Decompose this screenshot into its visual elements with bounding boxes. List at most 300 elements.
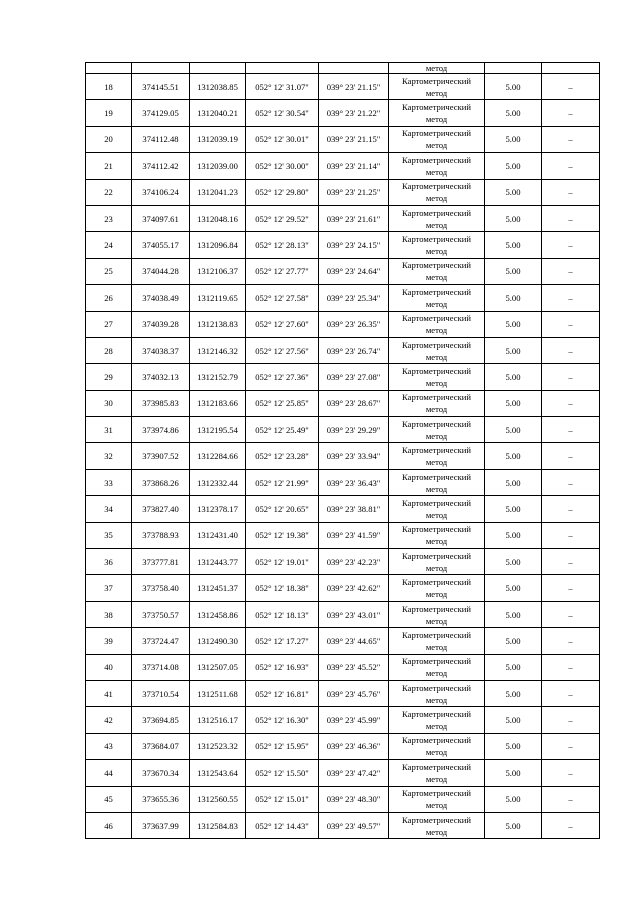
table-row bbox=[86, 760, 600, 786]
method-line-2: метод bbox=[425, 246, 448, 257]
cell-accuracy: 5.00 bbox=[485, 733, 542, 759]
cell-x: 373974.86 bbox=[132, 417, 190, 443]
table-row bbox=[86, 786, 600, 812]
cell-latitude: 052° 12' 29.80" bbox=[246, 179, 319, 205]
method-line-2: метод bbox=[425, 483, 448, 494]
table-row bbox=[86, 232, 600, 258]
table-row-continued bbox=[86, 63, 600, 74]
cell-accuracy: 5.00 bbox=[485, 680, 542, 706]
cell-longitude: 039° 23' 33.94" bbox=[319, 443, 389, 469]
method-line-1: Картометрический bbox=[402, 234, 471, 245]
cell-y: 1312451.37 bbox=[190, 575, 246, 601]
cell-method bbox=[389, 733, 485, 759]
cell-latitude: 052° 12' 16.93" bbox=[246, 654, 319, 680]
cell-accuracy: 5.00 bbox=[485, 179, 542, 205]
method-line-1: Картометрический bbox=[402, 260, 471, 271]
cell-y: 1312048.16 bbox=[190, 205, 246, 231]
cell-method bbox=[389, 628, 485, 654]
table-row bbox=[86, 337, 600, 363]
cell-y: 1312507.05 bbox=[190, 654, 246, 680]
cell-x: 374039.28 bbox=[132, 311, 190, 337]
method-line-2: метод bbox=[425, 457, 448, 468]
cell-method bbox=[389, 232, 485, 258]
cell-latitude: 052° 12' 23.28" bbox=[246, 443, 319, 469]
cell-x: 373637.99 bbox=[132, 812, 190, 838]
cell-x: 373907.52 bbox=[132, 443, 190, 469]
cell-method bbox=[389, 205, 485, 231]
cell-y: 1312119.65 bbox=[190, 285, 246, 311]
cell-latitude: 052° 12' 16.30" bbox=[246, 707, 319, 733]
cell-accuracy: 5.00 bbox=[485, 285, 542, 311]
cell-accuracy: 5.00 bbox=[485, 496, 542, 522]
table-row bbox=[86, 153, 600, 179]
cell-number: 44 bbox=[86, 760, 132, 786]
method-line-1: Картометрический bbox=[402, 181, 471, 192]
method-line-2: метод bbox=[425, 509, 448, 520]
cell-x: 373710.54 bbox=[132, 680, 190, 706]
cell-method bbox=[389, 443, 485, 469]
table-row bbox=[86, 179, 600, 205]
cell-y: 1312458.86 bbox=[190, 601, 246, 627]
method-line-2: метод bbox=[425, 826, 448, 837]
cell-x: 374145.51 bbox=[132, 74, 190, 100]
cell-number: 26 bbox=[86, 285, 132, 311]
method-line-2: метод bbox=[425, 87, 448, 98]
cell-note: – bbox=[542, 417, 600, 443]
cell-y: 1312523.32 bbox=[190, 733, 246, 759]
cell-y: 1312543.64 bbox=[190, 760, 246, 786]
cell-y bbox=[190, 63, 246, 74]
cell-x: 374038.37 bbox=[132, 337, 190, 363]
method-line-2: метод bbox=[425, 219, 448, 230]
cell-longitude: 039° 23' 45.76" bbox=[319, 680, 389, 706]
cell-y: 1312146.32 bbox=[190, 337, 246, 363]
cell-method bbox=[389, 364, 485, 390]
cell-accuracy: 5.00 bbox=[485, 786, 542, 812]
cell-longitude: 039° 23' 24.64" bbox=[319, 258, 389, 284]
table-row bbox=[86, 205, 600, 231]
cell-number: 27 bbox=[86, 311, 132, 337]
cell-method bbox=[389, 812, 485, 838]
cell-note: – bbox=[542, 205, 600, 231]
cell-x: 373788.93 bbox=[132, 522, 190, 548]
cell-latitude: 052° 12' 19.01" bbox=[246, 549, 319, 575]
cell-longitude: 039° 23' 42.62" bbox=[319, 575, 389, 601]
cell-latitude: 052° 12' 28.13" bbox=[246, 232, 319, 258]
cell-x: 374106.24 bbox=[132, 179, 190, 205]
cell-longitude: 039° 23' 45.99" bbox=[319, 707, 389, 733]
cell-y: 1312152.79 bbox=[190, 364, 246, 390]
cell-note: – bbox=[542, 628, 600, 654]
cell-longitude: 039° 23' 21.61" bbox=[319, 205, 389, 231]
cell-y: 1312040.21 bbox=[190, 100, 246, 126]
method-line-2: метод bbox=[425, 298, 448, 309]
cell-longitude: 039° 23' 27.08" bbox=[319, 364, 389, 390]
method-line-1: Картометрический bbox=[402, 577, 471, 588]
cell-note bbox=[542, 63, 600, 74]
cell-method bbox=[389, 153, 485, 179]
cell-number: 23 bbox=[86, 205, 132, 231]
cell-longitude: 039° 23' 28.67" bbox=[319, 390, 389, 416]
cell-note: – bbox=[542, 311, 600, 337]
cell-longitude: 039° 23' 43.01" bbox=[319, 601, 389, 627]
cell-method bbox=[389, 654, 485, 680]
cell-method bbox=[389, 760, 485, 786]
method-line-2: метод bbox=[425, 377, 448, 388]
cell-note: – bbox=[542, 707, 600, 733]
method-line-2: метод bbox=[425, 747, 448, 758]
cell-method: метод bbox=[389, 63, 485, 74]
cell-accuracy: 5.00 bbox=[485, 522, 542, 548]
cell-latitude: 052° 12' 15.01" bbox=[246, 786, 319, 812]
cell-longitude: 039° 23' 46.36" bbox=[319, 733, 389, 759]
cell-longitude: 039° 23' 45.52" bbox=[319, 654, 389, 680]
cell-note: – bbox=[542, 232, 600, 258]
cell-method bbox=[389, 126, 485, 152]
method-line-2: метод bbox=[425, 351, 448, 362]
cell-accuracy: 5.00 bbox=[485, 258, 542, 284]
cell-number: 34 bbox=[86, 496, 132, 522]
cell-y: 1312284.66 bbox=[190, 443, 246, 469]
method-line-2: метод bbox=[425, 404, 448, 415]
cell-note: – bbox=[542, 786, 600, 812]
cell-method bbox=[389, 258, 485, 284]
cell-latitude: 052° 12' 19.38" bbox=[246, 522, 319, 548]
cell-number: 28 bbox=[86, 337, 132, 363]
cell-latitude bbox=[246, 63, 319, 74]
table-row bbox=[86, 733, 600, 759]
method-line-2: метод bbox=[425, 140, 448, 151]
method-line-2: метод bbox=[425, 114, 448, 125]
cell-number: 40 bbox=[86, 654, 132, 680]
cell-note: – bbox=[542, 285, 600, 311]
cell-longitude bbox=[319, 63, 389, 74]
cell-x: 373750.57 bbox=[132, 601, 190, 627]
cell-x: 373714.08 bbox=[132, 654, 190, 680]
cell-x: 373777.81 bbox=[132, 549, 190, 575]
cell-y: 1312516.17 bbox=[190, 707, 246, 733]
cell-method bbox=[389, 549, 485, 575]
cell-latitude: 052° 12' 27.36" bbox=[246, 364, 319, 390]
cell-latitude: 052° 12' 29.52" bbox=[246, 205, 319, 231]
cell-number: 43 bbox=[86, 733, 132, 759]
method-line-1: Картометрический bbox=[402, 629, 471, 640]
cell-accuracy: 5.00 bbox=[485, 628, 542, 654]
cell-y: 1312106.37 bbox=[190, 258, 246, 284]
method-line-1: Картометрический bbox=[402, 761, 471, 772]
method-line-1: Картометрический bbox=[402, 313, 471, 324]
cell-longitude: 039° 23' 41.59" bbox=[319, 522, 389, 548]
cell-latitude: 052° 12' 25.49" bbox=[246, 417, 319, 443]
method-line-2: метод bbox=[425, 272, 448, 283]
cell-method bbox=[389, 469, 485, 495]
method-line-1: Картометрический bbox=[402, 709, 471, 720]
cell-number: 19 bbox=[86, 100, 132, 126]
cell-note: – bbox=[542, 654, 600, 680]
table-row bbox=[86, 707, 600, 733]
cell-number: 39 bbox=[86, 628, 132, 654]
cell-accuracy: 5.00 bbox=[485, 232, 542, 258]
cell-note: – bbox=[542, 179, 600, 205]
cell-y: 1312195.54 bbox=[190, 417, 246, 443]
cell-x: 373684.07 bbox=[132, 733, 190, 759]
cell-x: 374129.05 bbox=[132, 100, 190, 126]
cell-method bbox=[389, 390, 485, 416]
cell-accuracy: 5.00 bbox=[485, 575, 542, 601]
cell-note: – bbox=[542, 469, 600, 495]
cell-accuracy: 5.00 bbox=[485, 812, 542, 838]
cell-note: – bbox=[542, 74, 600, 100]
cell-accuracy: 5.00 bbox=[485, 390, 542, 416]
cell-number: 20 bbox=[86, 126, 132, 152]
cell-longitude: 039° 23' 36.43" bbox=[319, 469, 389, 495]
method-line-1: Картометрический bbox=[402, 788, 471, 799]
cell-method bbox=[389, 496, 485, 522]
cell-number: 24 bbox=[86, 232, 132, 258]
cell-accuracy: 5.00 bbox=[485, 469, 542, 495]
table-row bbox=[86, 258, 600, 284]
cell-accuracy: 5.00 bbox=[485, 417, 542, 443]
cell-y: 1312378.17 bbox=[190, 496, 246, 522]
table-body bbox=[86, 63, 600, 839]
cell-note: – bbox=[542, 601, 600, 627]
cell-number: 21 bbox=[86, 153, 132, 179]
cell-y: 1312038.85 bbox=[190, 74, 246, 100]
cell-note: – bbox=[542, 364, 600, 390]
method-line-2: метод bbox=[425, 668, 448, 679]
cell-longitude: 039° 23' 21.15" bbox=[319, 74, 389, 100]
cell-accuracy: 5.00 bbox=[485, 126, 542, 152]
cell-note: – bbox=[542, 337, 600, 363]
cell-method bbox=[389, 680, 485, 706]
cell-latitude: 052° 12' 30.00" bbox=[246, 153, 319, 179]
cell-note: – bbox=[542, 575, 600, 601]
cell-x: 373670.34 bbox=[132, 760, 190, 786]
cell-y: 1312183.66 bbox=[190, 390, 246, 416]
cell-latitude: 052° 12' 27.56" bbox=[246, 337, 319, 363]
cell-x bbox=[132, 63, 190, 74]
cell-note: – bbox=[542, 496, 600, 522]
method-line-2: метод bbox=[425, 615, 448, 626]
cell-longitude: 039° 23' 26.35" bbox=[319, 311, 389, 337]
table-row bbox=[86, 364, 600, 390]
method-line-1: Картометрический bbox=[402, 814, 471, 825]
method-line-1: Картометрический bbox=[402, 735, 471, 746]
cell-accuracy: 5.00 bbox=[485, 153, 542, 179]
cell-longitude: 039° 23' 48.30" bbox=[319, 786, 389, 812]
cell-y: 1312039.19 bbox=[190, 126, 246, 152]
cell-longitude: 039° 23' 21.14" bbox=[319, 153, 389, 179]
cell-latitude: 052° 12' 27.58" bbox=[246, 285, 319, 311]
method-line-1: Картометрический bbox=[402, 445, 471, 456]
cell-x: 374097.61 bbox=[132, 205, 190, 231]
coordinates-table bbox=[85, 62, 600, 839]
cell-longitude: 039° 23' 21.22" bbox=[319, 100, 389, 126]
table-row bbox=[86, 74, 600, 100]
cell-y: 1312041.23 bbox=[190, 179, 246, 205]
cell-number: 22 bbox=[86, 179, 132, 205]
table-row bbox=[86, 522, 600, 548]
table-row bbox=[86, 654, 600, 680]
cell-note: – bbox=[542, 680, 600, 706]
method-line-2: метод bbox=[425, 800, 448, 811]
table-row bbox=[86, 812, 600, 838]
cell-latitude: 052° 12' 17.27" bbox=[246, 628, 319, 654]
cell-number: 35 bbox=[86, 522, 132, 548]
cell-y: 1312560.55 bbox=[190, 786, 246, 812]
cell-latitude: 052° 12' 31.07" bbox=[246, 74, 319, 100]
cell-method bbox=[389, 575, 485, 601]
method-line-2: метод bbox=[425, 193, 448, 204]
cell-number: 36 bbox=[86, 549, 132, 575]
cell-latitude: 052° 12' 25.85" bbox=[246, 390, 319, 416]
cell-latitude: 052° 12' 20.65" bbox=[246, 496, 319, 522]
cell-note: – bbox=[542, 760, 600, 786]
cell-latitude: 052° 12' 27.77" bbox=[246, 258, 319, 284]
cell-accuracy: 5.00 bbox=[485, 549, 542, 575]
cell-x: 373724.47 bbox=[132, 628, 190, 654]
cell-note: – bbox=[542, 549, 600, 575]
method-line-2: метод bbox=[425, 536, 448, 547]
cell-y: 1312096.84 bbox=[190, 232, 246, 258]
cell-number: 33 bbox=[86, 469, 132, 495]
cell-number: 31 bbox=[86, 417, 132, 443]
table-row bbox=[86, 100, 600, 126]
table-row bbox=[86, 575, 600, 601]
cell-longitude: 039° 23' 26.74" bbox=[319, 337, 389, 363]
cell-latitude: 052° 12' 14.43" bbox=[246, 812, 319, 838]
cell-accuracy: 5.00 bbox=[485, 337, 542, 363]
method-line-1: Картометрический bbox=[402, 154, 471, 165]
cell-number: 32 bbox=[86, 443, 132, 469]
method-line-2: метод bbox=[425, 589, 448, 600]
method-line-2: метод bbox=[425, 641, 448, 652]
table-row bbox=[86, 628, 600, 654]
cell-accuracy: 5.00 bbox=[485, 601, 542, 627]
table-row bbox=[86, 390, 600, 416]
table-row bbox=[86, 443, 600, 469]
cell-y: 1312039.00 bbox=[190, 153, 246, 179]
cell-method bbox=[389, 337, 485, 363]
cell-longitude: 039° 23' 21.25" bbox=[319, 179, 389, 205]
cell-number: 29 bbox=[86, 364, 132, 390]
method-line-1: Картометрический bbox=[402, 365, 471, 376]
cell-x: 374044.28 bbox=[132, 258, 190, 284]
cell-accuracy: 5.00 bbox=[485, 100, 542, 126]
table-row bbox=[86, 601, 600, 627]
cell-accuracy: 5.00 bbox=[485, 311, 542, 337]
method-line-1: Картометрический bbox=[402, 207, 471, 218]
cell-accuracy: 5.00 bbox=[485, 707, 542, 733]
table-row bbox=[86, 549, 600, 575]
method-line-2: метод bbox=[425, 773, 448, 784]
cell-longitude: 039° 23' 49.57" bbox=[319, 812, 389, 838]
cell-y: 1312332.44 bbox=[190, 469, 246, 495]
method-line-1: Картометрический bbox=[402, 286, 471, 297]
cell-y: 1312490.30 bbox=[190, 628, 246, 654]
cell-number: 18 bbox=[86, 74, 132, 100]
method-line-1: Картометрический bbox=[402, 418, 471, 429]
cell-x: 373985.83 bbox=[132, 390, 190, 416]
cell-x: 373655.36 bbox=[132, 786, 190, 812]
table-row bbox=[86, 469, 600, 495]
table-row bbox=[86, 496, 600, 522]
cell-latitude: 052° 12' 18.13" bbox=[246, 601, 319, 627]
method-line-1: Картометрический bbox=[402, 75, 471, 86]
method-line-1: Картометрический bbox=[402, 102, 471, 113]
cell-method bbox=[389, 100, 485, 126]
method-line-1: Картометрический bbox=[402, 128, 471, 139]
method-line-1: Картометрический bbox=[402, 392, 471, 403]
cell-method bbox=[389, 601, 485, 627]
cell-latitude: 052° 12' 18.38" bbox=[246, 575, 319, 601]
method-line-1: Картометрический bbox=[402, 471, 471, 482]
cell-x: 374112.42 bbox=[132, 153, 190, 179]
cell-note: – bbox=[542, 733, 600, 759]
cell-y: 1312443.77 bbox=[190, 549, 246, 575]
table-row bbox=[86, 680, 600, 706]
method-line-2: метод bbox=[425, 562, 448, 573]
cell-longitude: 039° 23' 38.81" bbox=[319, 496, 389, 522]
cell-y: 1312511.68 bbox=[190, 680, 246, 706]
cell-longitude: 039° 23' 21.15" bbox=[319, 126, 389, 152]
cell-y: 1312431.40 bbox=[190, 522, 246, 548]
cell-x: 374112.48 bbox=[132, 126, 190, 152]
table-row bbox=[86, 126, 600, 152]
cell-latitude: 052° 12' 21.99" bbox=[246, 469, 319, 495]
method-line-2: метод bbox=[425, 721, 448, 732]
method-line-2: метод bbox=[425, 166, 448, 177]
cell-note: – bbox=[542, 153, 600, 179]
cell-note: – bbox=[542, 390, 600, 416]
method-line-2: метод bbox=[425, 694, 448, 705]
cell-x: 374055.17 bbox=[132, 232, 190, 258]
cell-x: 373694.85 bbox=[132, 707, 190, 733]
table-row bbox=[86, 285, 600, 311]
cell-note: – bbox=[542, 100, 600, 126]
cell-y: 1312584.83 bbox=[190, 812, 246, 838]
method-line-1: Картометрический bbox=[402, 524, 471, 535]
method-line-1: Картометрический bbox=[402, 550, 471, 561]
cell-number bbox=[86, 63, 132, 74]
cell-method bbox=[389, 285, 485, 311]
cell-method bbox=[389, 417, 485, 443]
cell-accuracy: 5.00 bbox=[485, 364, 542, 390]
cell-accuracy: 5.00 bbox=[485, 760, 542, 786]
cell-y: 1312138.83 bbox=[190, 311, 246, 337]
cell-longitude: 039° 23' 25.34" bbox=[319, 285, 389, 311]
cell-latitude: 052° 12' 30.01" bbox=[246, 126, 319, 152]
cell-accuracy bbox=[485, 63, 542, 74]
method-line-1: Картометрический bbox=[402, 682, 471, 693]
cell-longitude: 039° 23' 44.65" bbox=[319, 628, 389, 654]
cell-number: 25 bbox=[86, 258, 132, 284]
table-row bbox=[86, 417, 600, 443]
method-line-2: метод bbox=[425, 430, 448, 441]
cell-method bbox=[389, 179, 485, 205]
cell-accuracy: 5.00 bbox=[485, 205, 542, 231]
cell-method bbox=[389, 707, 485, 733]
cell-note: – bbox=[542, 126, 600, 152]
cell-number: 42 bbox=[86, 707, 132, 733]
cell-number: 45 bbox=[86, 786, 132, 812]
method-line-1: Картометрический bbox=[402, 603, 471, 614]
cell-method bbox=[389, 786, 485, 812]
cell-x: 374032.13 bbox=[132, 364, 190, 390]
cell-number: 38 bbox=[86, 601, 132, 627]
cell-number: 37 bbox=[86, 575, 132, 601]
cell-latitude: 052° 12' 30.54" bbox=[246, 100, 319, 126]
